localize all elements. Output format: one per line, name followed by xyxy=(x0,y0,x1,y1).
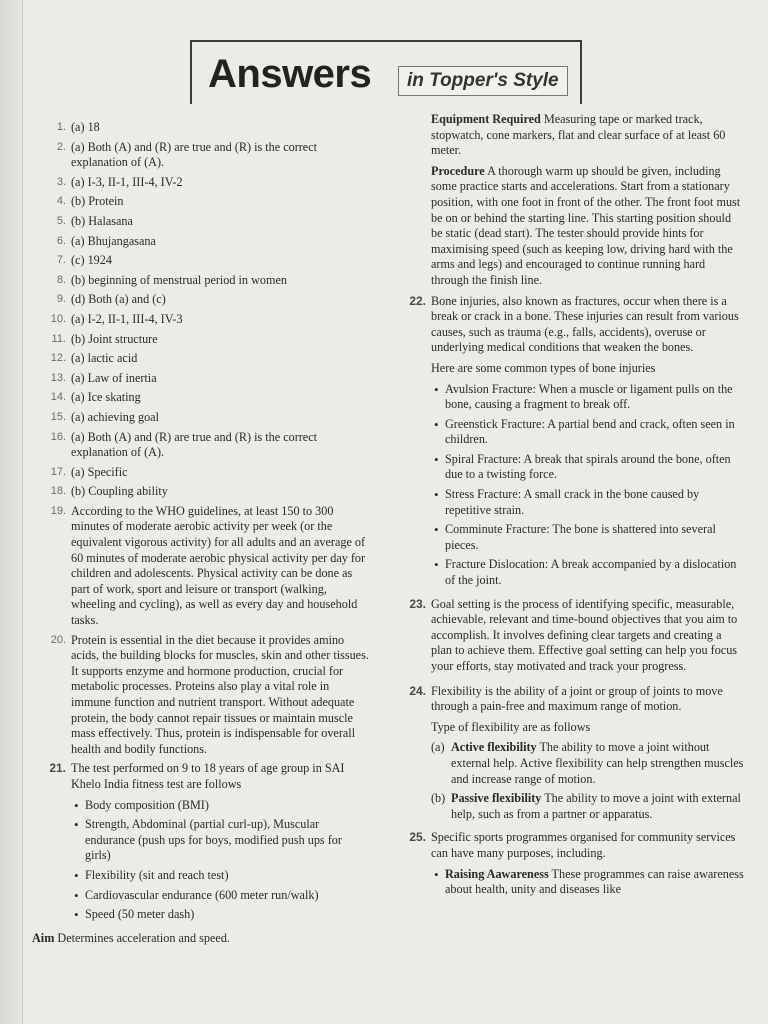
answer-text: (b) Protein xyxy=(71,194,124,209)
answer-number: 3. xyxy=(56,175,66,188)
answer-number: 11. xyxy=(51,332,66,345)
answer-number: 7. xyxy=(56,254,66,267)
answer-23-text: Goal setting is the process of identifying specific, measurable, achievable, relevant and time-bound objectives that you aim to accomplish. It involves defining clear targets and creating a plan to achieve them. Effective goal setting can help you focus your efforts, stay motivated and track your progress. xyxy=(431,596,738,673)
bullet-text: These programmes can raise awareness about health, unity and diseases like xyxy=(445,866,744,897)
flexibility-item xyxy=(431,740,744,787)
answer-number: 13. xyxy=(50,371,66,384)
answer-number: 21. xyxy=(49,761,66,776)
answer-number: 2. xyxy=(56,140,66,153)
answer-number: 9. xyxy=(56,293,66,306)
answer-number: 16. xyxy=(50,430,66,443)
list-item: • Body composition (BMI) xyxy=(71,798,370,814)
procedure-label: Procedure xyxy=(431,163,485,178)
answer-21-continued xyxy=(398,112,744,289)
answer-item xyxy=(38,120,370,136)
answer-item xyxy=(38,253,370,269)
aim-label: Aim xyxy=(32,930,55,945)
list-item: • Cardiovascular endurance (600 meter run/walk) xyxy=(71,888,370,904)
answer-item xyxy=(38,351,370,367)
fracture-list xyxy=(431,382,744,589)
answer-item xyxy=(38,410,370,426)
list-item: • Fracture Dislocation: A break accompanied by a dislocation of the joint. xyxy=(431,557,744,588)
answer-22 xyxy=(398,294,744,593)
answer-number: 8. xyxy=(56,273,66,286)
answer-item xyxy=(38,332,370,348)
answer-text: (a) Both (A) and (R) are true and (R) is the correct explanation of (A). xyxy=(71,429,318,460)
answer-text: (a) Ice skating xyxy=(71,390,141,405)
item-term: Active flexibility xyxy=(451,740,537,755)
answer-item xyxy=(38,484,370,500)
answer-25 xyxy=(398,830,744,901)
answer-text: (a) Both (A) and (R) are true and (R) is the correct explanation of (A). xyxy=(71,139,318,170)
equipment-text: Measuring tape or marked track, stopwatch, cone markers, flat and clear surface of at least 60 meter. xyxy=(431,112,726,158)
answer-number: 10. xyxy=(50,312,66,325)
answer-number: 15. xyxy=(50,410,66,423)
flexibility-item xyxy=(431,791,744,822)
list-item: • Strength, Abdominal (partial curl-up), Muscular endurance (push ups for boys, modified push ups for girls) xyxy=(71,817,370,864)
item-label: (a) xyxy=(431,740,445,755)
answer-text: (b) Halasana xyxy=(71,213,133,228)
answer-item xyxy=(38,371,370,387)
answer-text: (d) Both (a) and (c) xyxy=(71,292,166,307)
answer-number: 1. xyxy=(56,121,66,133)
answer-23 xyxy=(398,597,744,680)
list-item: • Flexibility (sit and reach test) xyxy=(71,868,370,884)
answer-number: 17. xyxy=(50,465,66,478)
list-item: • Comminute Fracture: The bone is shattered into several pieces. xyxy=(431,522,744,553)
procedure-text: A thorough warm up should be given, including some practice starts and accelerations. Start from a stationary position, with one foot in front of the other. The front foot must be on or behind the starting line. This starting position should be static (dead start). The tester should provide hints for maximising speed (such as keeping low, driving hard with the arms and legs) and encouraged to continue running hard through the finish line. xyxy=(431,163,741,287)
item-text: The ability to move a joint without external help. Active flexibility can help strengthen muscles and increase range of motion. xyxy=(451,740,744,786)
answer-text: According to the WHO guidelines, at least 150 to 300 minutes of moderate aerobic activity per week (or the equivalent vigorous activity) for all adults and an average of 60 minutes of moderate aerobic physical activity per day for children and adolescents. Physical activity can be done as part of work, sport and leisure or transport (walking, wheeling and cycling), as well as every day and household tasks. xyxy=(71,503,366,628)
answer-21-intro: The test performed on 9 to 18 years of age group in SAI Khelo India fitness test are follows xyxy=(71,761,345,791)
answer-item xyxy=(38,504,370,629)
answer-number: 18. xyxy=(50,485,66,498)
answer-number: 20. xyxy=(50,633,66,646)
answer-text: (b) Coupling ability xyxy=(71,484,168,499)
list-item: • Spiral Fracture: A break that spirals around the bone, often due to a twisting force. xyxy=(431,452,744,483)
answer-text: (a) achieving goal xyxy=(71,409,159,424)
purpose-list xyxy=(431,867,744,898)
answer-item xyxy=(38,390,370,406)
item-term: Passive flexibility xyxy=(451,791,542,806)
answer-text: (a) Bhujangasana xyxy=(71,233,156,248)
answer-item xyxy=(38,430,370,461)
bullet-term: Raising Aawareness xyxy=(445,866,549,881)
answer-item xyxy=(38,292,370,308)
answer-item xyxy=(38,312,370,328)
answer-number: 14. xyxy=(50,391,66,404)
answer-25-text: Specific sports programmes organised for community services can have many purposes, including. xyxy=(431,830,736,860)
answer-number: 6. xyxy=(56,234,66,247)
answer-24-lead: Type of flexibility are as follows xyxy=(431,719,591,734)
answer-list xyxy=(38,120,370,757)
list-item: • Greenstick Fracture: A partial bend and crack, often seen in children. xyxy=(431,417,744,448)
answer-22-intro: Bone injuries, also known as fractures, occur when there is a break or crack in a bone. These injuries can result from various causes, such as trauma (e.g., falls, accidents), overuse or underlying medical conditions that weaken the bones. xyxy=(431,293,739,355)
answer-text: (b) beginning of menstrual period in women xyxy=(71,272,287,287)
answer-number: 19. xyxy=(50,504,66,517)
answer-item xyxy=(38,633,370,758)
aim-line xyxy=(32,931,370,947)
answer-number: 5. xyxy=(56,214,66,227)
answer-item xyxy=(38,234,370,250)
answer-number: 22. xyxy=(409,293,426,308)
list-item: • Avulsion Fracture: When a muscle or ligament pulls on the bone, causing a fragment to break off. xyxy=(431,382,744,413)
answer-item xyxy=(38,175,370,191)
fitness-test-list xyxy=(71,798,370,923)
answer-text: (a) I-3, II-1, III-4, IV-2 xyxy=(71,174,183,189)
answer-21 xyxy=(38,761,370,926)
item-label: (b) xyxy=(431,791,446,806)
item-text: The ability to move a joint with external help, such as from a partner or apparatus. xyxy=(451,791,741,821)
answer-item xyxy=(38,214,370,230)
page-edge xyxy=(0,0,23,1024)
answer-text: (a) 18 xyxy=(71,120,100,134)
answer-item xyxy=(38,273,370,289)
answer-number: 25. xyxy=(409,830,426,845)
answer-text: Protein is essential in the diet because it provides amino acids, the building blocks for muscles, skin and other tissues. It supports enzyme and hormone production, crucial for metabolic processes. Proteins also play a vital role in immune function and nutrient transport. Without adequate protein, the body cannot repair tissues or maintain muscle mass effectively. Thus, protein is indispensable for overall health and bodily functions. xyxy=(71,632,369,756)
answer-24 xyxy=(398,684,744,827)
list-item xyxy=(431,867,744,898)
answer-number: 23. xyxy=(409,596,426,611)
answer-item xyxy=(38,194,370,210)
answer-item xyxy=(38,465,370,481)
page-title: Answers xyxy=(208,52,372,96)
aim-text: Determines acceleration and speed. xyxy=(57,930,230,945)
equipment-label: Equipment Required xyxy=(431,112,541,126)
answer-number: 24. xyxy=(409,683,426,698)
answer-number: 4. xyxy=(56,195,66,208)
answer-text: (c) 1924 xyxy=(71,253,112,268)
answer-text: (a) Law of inertia xyxy=(71,370,157,385)
answer-text: (a) I-2, II-1, III-4, IV-3 xyxy=(71,311,183,326)
answer-text: (a) lactic acid xyxy=(71,351,138,366)
answer-text: (b) Joint structure xyxy=(71,331,158,346)
answer-22-lead: Here are some common types of bone injuries xyxy=(431,360,656,375)
answer-24-text: Flexibility is the ability of a joint or group of joints to move through a pain-free and maximum range of motion. xyxy=(431,683,723,714)
list-item: • Speed (50 meter dash) xyxy=(71,907,370,923)
answer-text: (a) Specific xyxy=(71,464,128,479)
answer-item xyxy=(38,140,370,171)
list-item: • Stress Fracture: A small crack in the bone caused by repetitive strain. xyxy=(431,487,744,518)
answer-number: 12. xyxy=(50,352,66,365)
left-column xyxy=(32,120,370,946)
page-subtitle: in Topper's Style xyxy=(398,66,568,96)
right-column xyxy=(398,112,744,906)
